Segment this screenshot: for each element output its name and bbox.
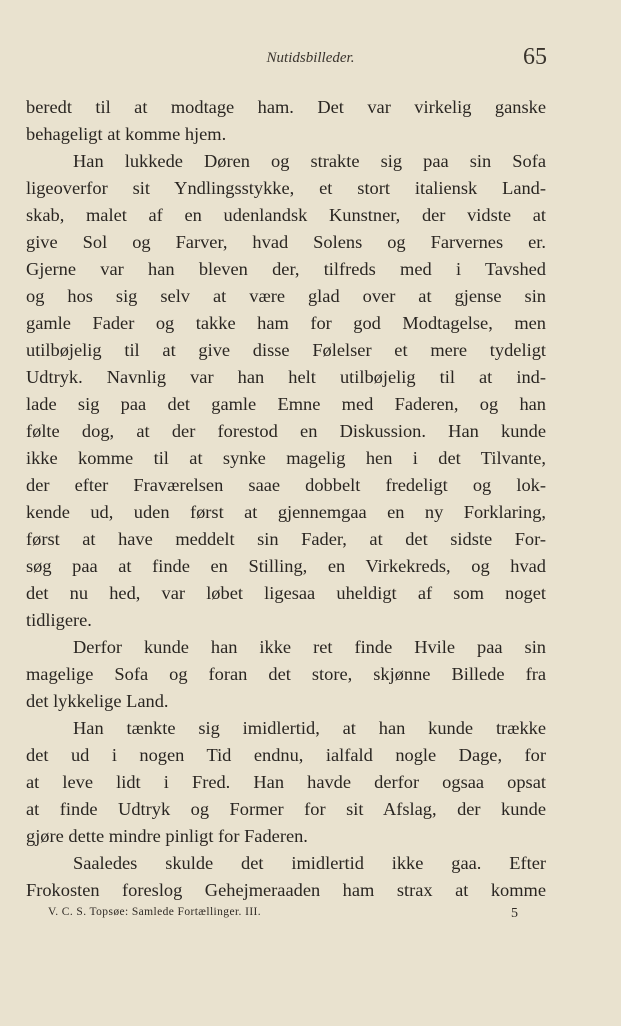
body-text bbox=[26, 94, 546, 904]
text-line: gjøre dette mindre pinligt for Faderen. bbox=[26, 826, 308, 846]
text-line: Han tænkte sig imidlertid, at han kunde trække bbox=[73, 718, 546, 738]
page-footer bbox=[48, 906, 518, 928]
text-line: at finde Udtryk og Former for sit Afslag, der kunde bbox=[26, 799, 546, 819]
text-line: gamle Fader og takke ham for god Modtagelse, men bbox=[26, 313, 546, 333]
text-line: behageligt at komme hjem. bbox=[26, 124, 227, 144]
text-line: utilbøjelig til at give disse Følelser et mere tydeligt bbox=[26, 340, 546, 360]
text-line: kende ud, uden først at gjennemgaa en ny Forklaring, bbox=[26, 502, 546, 522]
text-line: lade sig paa det gamle Emne med Faderen, og han bbox=[26, 394, 546, 414]
text-line: beredt til at modtage ham. Det var virkelig ganske bbox=[26, 97, 546, 117]
text-line: det ud i nogen Tid endnu, ialfald nogle Dage, for bbox=[26, 745, 546, 765]
text-line: give Sol og Farver, hvad Solens og Farvernes er. bbox=[26, 232, 546, 252]
text-line: ikke komme til at synke magelig hen i det Tilvante, bbox=[26, 448, 546, 468]
signature-mark: 5 bbox=[511, 906, 518, 921]
text-line: det lykkelige Land. bbox=[26, 691, 169, 711]
text-line: søg paa at finde en Stilling, en Virkekreds, og hvad bbox=[26, 556, 546, 576]
text-line: Frokosten foreslog Gehejmeraaden ham strax at komme bbox=[26, 880, 546, 900]
text-line: Han lukkede Døren og strakte sig paa sin Sofa bbox=[73, 151, 546, 171]
text-line: og hos sig selv at være glad over at gjense sin bbox=[26, 286, 546, 306]
text-line: Saaledes skulde det imidlertid ikke gaa. Efter bbox=[73, 853, 546, 873]
text-line: Udtryk. Navnlig var han helt utilbøjelig til at ind- bbox=[26, 367, 546, 387]
text-line: tidligere. bbox=[26, 610, 92, 630]
running-title: Nutidsbilleder. bbox=[266, 50, 355, 66]
page-number: 65 bbox=[523, 44, 547, 70]
printer-signature: V. C. S. Topsøe: Samlede Fortællinger. III. bbox=[48, 906, 262, 918]
text-line: der efter Fraværelsen saae dobbelt fredeligt og lok- bbox=[26, 475, 546, 495]
text-line: skab, malet af en udenlandsk Kunstner, der vidste at bbox=[26, 205, 546, 225]
text-line: følte dog, at der forestod en Diskussion. Han kunde bbox=[26, 421, 546, 441]
text-line: Gjerne var han bleven der, tilfreds med i Tavshed bbox=[26, 259, 546, 279]
text-line: Derfor kunde han ikke ret finde Hvile paa sin bbox=[73, 637, 546, 657]
text-line: ligeoverfor sit Yndlingsstykke, et stort italiensk Land- bbox=[26, 178, 546, 198]
text-line: først at have meddelt sin Fader, at det sidste For- bbox=[26, 529, 546, 549]
text-line: at leve lidt i Fred. Han havde derfor ogsaa opsat bbox=[26, 772, 546, 792]
page-header bbox=[0, 44, 621, 72]
text-line: det nu hed, var løbet ligesaa uheldigt af som noget bbox=[26, 583, 546, 603]
text-line: magelige Sofa og foran det store, skjønne Billede fra bbox=[26, 664, 546, 684]
